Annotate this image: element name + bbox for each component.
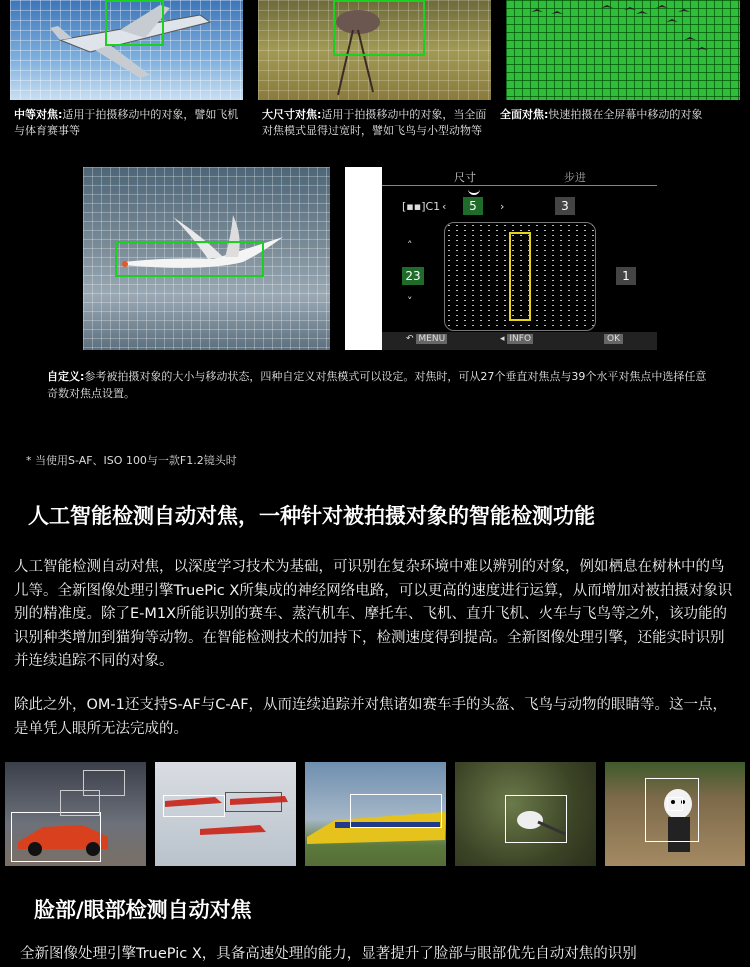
mode-label: [▪▪]C1 (402, 200, 441, 213)
caption-text: 适用于拍摄移动中的对象，譬如飞机与体育赛事等 (14, 108, 239, 137)
step-vertical-box[interactable]: 1 (616, 267, 636, 285)
caption-title: 全面对焦: (500, 108, 549, 121)
info-label: INFO (509, 334, 532, 344)
photo-airplane-medium-af (10, 0, 243, 100)
detect-box-3 (83, 770, 125, 796)
face-eye-af-heading: 脸部/眼部检测自动对焦 (34, 898, 252, 922)
detect-box-main (350, 794, 442, 828)
af-area-box (115, 241, 264, 277)
footnote: * 当使用S-AF、ISO 100与一款F1.2镜头时 (26, 454, 237, 467)
tab-underline (382, 185, 657, 186)
photo-train-detection (305, 762, 446, 866)
detect-box-main (163, 795, 225, 817)
photo-jets-detection (155, 762, 296, 866)
ai-af-paragraph-1: 人工智能检测自动对焦，以深度学习技术为基础，可识别在复杂环境中难以辨别的对象，例如栖息在树林中的鸟儿等。全新图像处理引擎TruePic X所集成的神经网络电路，可以更高的速度进行运算，从而增加对被拍摄对象识别的精准度。除了E-M1X所能识别的赛车、蒸汽机车、摩托车、飞机、直升飞机、火车与飞鸟等之外，该功能的识别种类增加到猫狗等动物。在智能检测技术的加持下，检测速度得到提高。全新图像处理引擎，还能实时识别并连续追踪不同的对象。 (14, 559, 733, 669)
caption-title: 大尺寸对焦: (262, 108, 322, 121)
af-selection-box (509, 232, 531, 321)
ai-af-heading: 人工智能检测自动对焦，一种针对被拍摄对象的智能检测功能 (28, 504, 595, 528)
caption-text: 适用于拍摄移动中的对象，当全面对焦模式显得过宽时，譬如飞鸟与小型动物等 (262, 108, 487, 137)
af-area-box (333, 0, 425, 56)
photo-geese-all-af (506, 0, 740, 100)
back-menu-button[interactable]: ↶ MENU (406, 334, 446, 344)
photo-heron-large-af (258, 0, 491, 100)
caption-title: 自定义: (47, 370, 85, 383)
geese-icon (506, 0, 740, 100)
ok-label: OK (604, 334, 623, 344)
step-value-box[interactable]: 3 (555, 197, 575, 215)
detect-box-main (505, 795, 567, 843)
chevron-right-icon[interactable]: › (500, 200, 505, 213)
af-area-box (105, 0, 164, 46)
menu-label: MENU (418, 334, 446, 344)
info-button[interactable]: ◂ INFO (500, 334, 532, 344)
tab-size[interactable]: 尺寸 (454, 171, 476, 184)
caption-all-af (500, 107, 745, 123)
tab-step[interactable]: 步进 (564, 171, 586, 184)
face-eye-af-paragraph: 全新图像处理引擎TruePic X，具备高速处理的能力，显著提升了脸部与眼部优先自动对焦的识别 (20, 946, 637, 962)
photo-bird-detection (455, 762, 596, 866)
chevron-down-icon[interactable]: ˅ (407, 295, 413, 308)
caption-large-af (262, 107, 492, 139)
chevron-up-icon[interactable]: ˄ (407, 239, 413, 252)
size-value-box[interactable]: 5 (463, 197, 483, 215)
caption-text: 快速拍摄在全屏幕中移动的对象 (548, 108, 703, 121)
selector-arc-icon (468, 187, 480, 195)
chevron-left-icon[interactable]: ‹ (442, 200, 447, 213)
ok-button[interactable] (604, 334, 623, 344)
ai-af-paragraph-2: 除此之外，OM-1还支持S-AF与C-AF，从而连续追踪并对焦诸如赛车手的头盔、飞鸟与动物的眼睛等。这一点，是单凭人眼所无法完成的。 (14, 697, 728, 737)
mode-value: C1 (425, 200, 441, 213)
camera-af-custom-ui (382, 167, 657, 350)
vertical-value-box[interactable]: 23 (402, 267, 424, 285)
photo-dog-detection (605, 762, 745, 866)
camera-ui-panel-border (345, 167, 382, 350)
detect-box-main (11, 812, 101, 862)
caption-title: 中等对焦: (14, 108, 63, 121)
detect-box-eye (667, 797, 683, 811)
caption-custom-af (47, 368, 712, 402)
caption-medium-af (14, 107, 239, 139)
photo-racecar-detection (5, 762, 146, 866)
detect-box-2 (225, 792, 282, 812)
caption-text: 参考被拍摄对象的大小与移动状态，四种自定义对焦模式可以设定。对焦时，可从27个垂直对焦点与39个水平对焦点中选择任意奇数对焦点设置。 (47, 370, 707, 400)
photo-swan-custom-af (83, 167, 330, 350)
